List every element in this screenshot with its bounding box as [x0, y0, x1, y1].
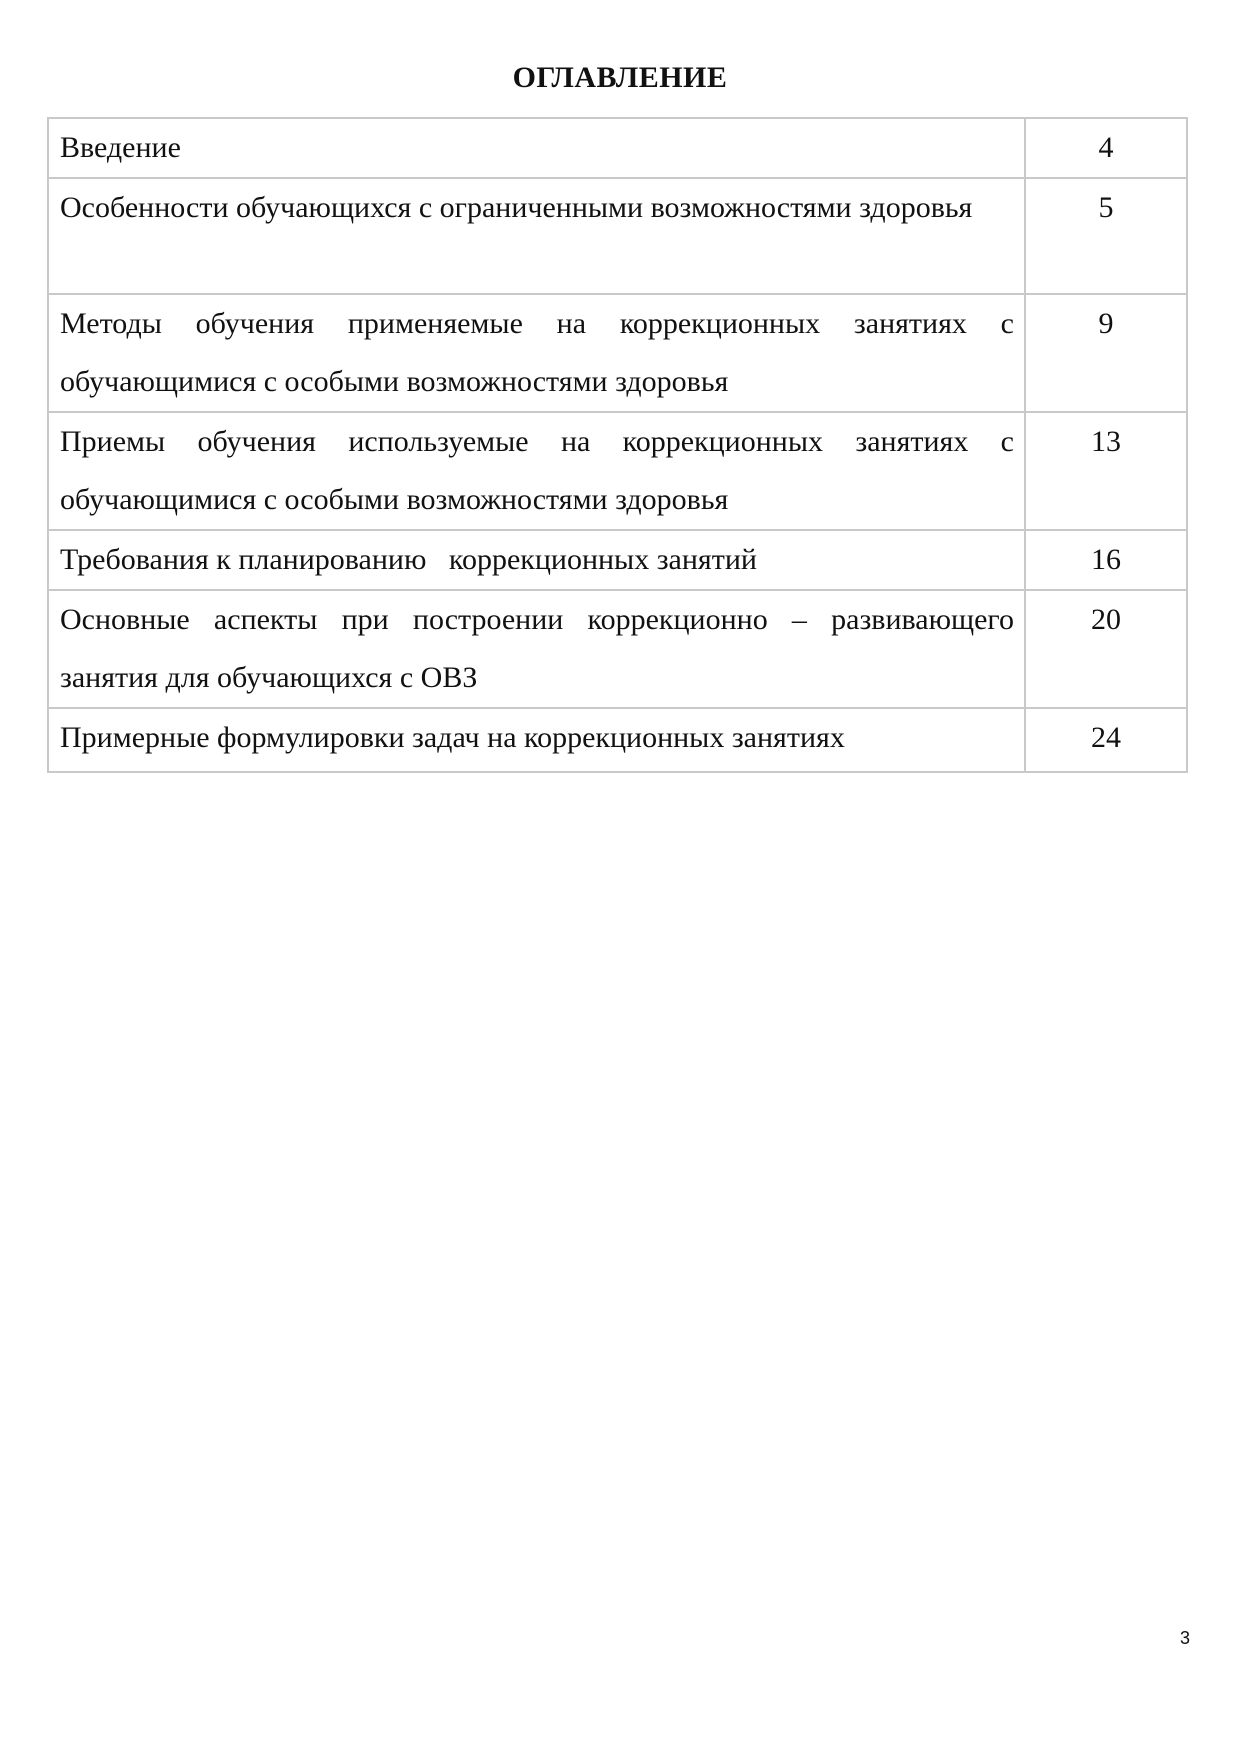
toc-entry-title: Приемы обучения используемые на коррекционных занятиях с обучающимися с особыми возможностями здоровья	[48, 412, 1025, 530]
toc-entry-title: Методы обучения применяемые на коррекционных занятиях с обучающимися с особыми возможностями здоровья	[48, 294, 1025, 412]
table-of-contents	[47, 117, 1188, 773]
page-title: ОГЛАВЛЕНИЕ	[512, 61, 728, 94]
toc-row	[48, 708, 1187, 772]
toc-row	[48, 118, 1187, 178]
toc-row	[48, 530, 1187, 590]
toc-entry-page: 5	[1025, 178, 1187, 294]
toc-entry-title: Основные аспекты при построении коррекционно – развивающего занятия для обучающихся с ОВЗ	[48, 590, 1025, 708]
toc-entry-page: 20	[1025, 590, 1187, 708]
toc-entry-page: 4	[1025, 118, 1187, 178]
toc-row	[48, 412, 1187, 530]
toc-row	[48, 294, 1187, 412]
toc-entry-page: 9	[1025, 294, 1187, 412]
toc-entry-page: 13	[1025, 412, 1187, 530]
page-number: 3	[1179, 1628, 1190, 1648]
toc-entry-title: Введение	[48, 118, 1025, 178]
toc-entry-page: 16	[1025, 530, 1187, 590]
toc-entry-title: Примерные формулировки задач на коррекционных занятиях	[48, 708, 1025, 772]
toc-entry-title: Особенности обучающихся с ограниченными возможностями здоровья	[48, 178, 1025, 294]
toc-row	[48, 590, 1187, 708]
toc-entry-page: 24	[1025, 708, 1187, 772]
toc-entry-title: Требования к планированию коррекционных занятий	[48, 530, 1025, 590]
toc-row	[48, 178, 1187, 294]
